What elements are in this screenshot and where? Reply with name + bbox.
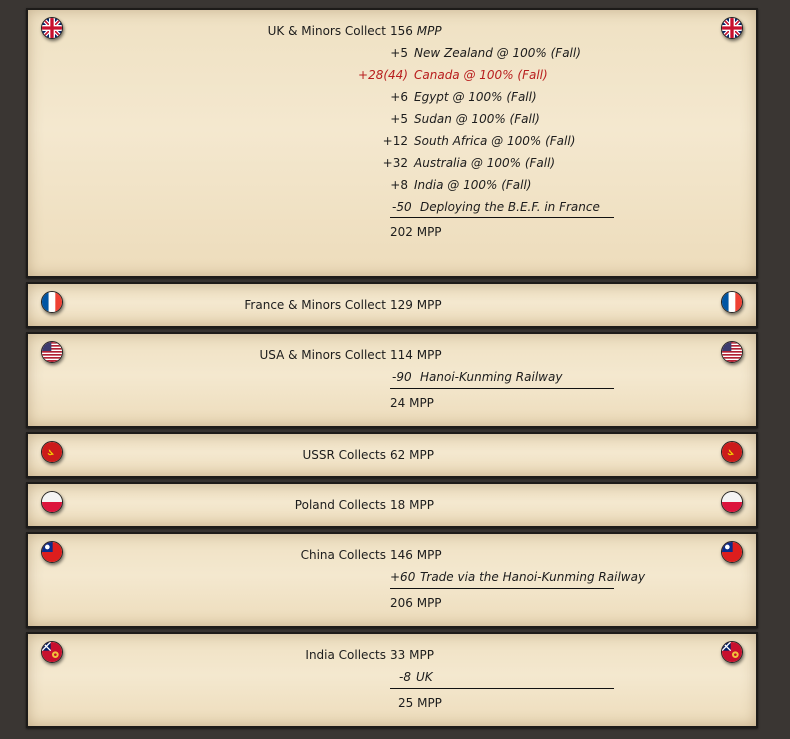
- income-amount: +5: [390, 112, 408, 126]
- income-amount: +5: [390, 46, 408, 60]
- expense-desc: Deploying the B.E.F. in France: [420, 200, 600, 214]
- income-amount: +60: [390, 570, 416, 584]
- ussr-flag-icon: [41, 441, 63, 463]
- sum-divider: [390, 388, 614, 389]
- total-value: 202 MPP: [390, 225, 442, 239]
- collect-value: 18 MPP: [390, 498, 434, 512]
- income-desc: Australia @ 100% (Fall): [414, 156, 556, 170]
- collect-label: China Collects: [300, 548, 386, 562]
- usa-flag-icon: [41, 341, 63, 363]
- poland-flag-icon: [721, 491, 743, 513]
- panel-poland: [26, 482, 758, 528]
- collect-value: 156 MPP: [390, 24, 442, 38]
- panel-india: [26, 632, 758, 728]
- france-flag-icon: [41, 291, 63, 313]
- expense-amount: -8: [399, 670, 411, 684]
- sum-divider: [390, 688, 614, 689]
- india-flag-icon: [41, 641, 63, 663]
- collect-label: France & Minors Collect: [244, 298, 386, 312]
- income-amount: +8: [390, 178, 408, 192]
- china-flag-icon: [41, 541, 63, 563]
- sum-divider: [390, 217, 614, 218]
- income-amount: +28(44): [358, 68, 408, 82]
- china-flag-icon: [721, 541, 743, 563]
- sum-divider: [390, 588, 614, 589]
- collect-label: Poland Collects: [294, 498, 386, 512]
- poland-flag-icon: [41, 491, 63, 513]
- collect-label: India Collects: [305, 648, 386, 662]
- expense-amount: -50: [392, 200, 412, 214]
- uk-flag-icon: [41, 17, 63, 39]
- uk-flag-icon: [721, 17, 743, 39]
- expense-amount: -90: [392, 370, 412, 384]
- income-desc: Trade via the Hanoi-Kunming Railway: [420, 570, 646, 584]
- income-desc: India @ 100% (Fall): [414, 178, 532, 192]
- collect-value: 114 MPP: [390, 348, 442, 362]
- india-flag-icon: [721, 641, 743, 663]
- panel-uk: [26, 8, 758, 278]
- collect-label: USA & Minors Collect: [259, 348, 386, 362]
- income-amount: +12: [382, 134, 408, 148]
- collect-value: 129 MPP: [390, 298, 442, 312]
- income-desc: Canada @ 100% (Fall): [414, 68, 548, 82]
- usa-flag-icon: [721, 341, 743, 363]
- panel-usa: [26, 332, 758, 428]
- expense-desc: Hanoi-Kunming Railway: [420, 370, 563, 384]
- expense-desc: UK: [416, 670, 433, 684]
- panel-china: [26, 532, 758, 628]
- income-desc: New Zealand @ 100% (Fall): [414, 46, 581, 60]
- collect-value: 146 MPP: [390, 548, 442, 562]
- collect-value: 62 MPP: [390, 448, 434, 462]
- income-amount: +6: [390, 90, 408, 104]
- income-amount: +32: [382, 156, 408, 170]
- total-value: 24 MPP: [390, 396, 434, 410]
- collect-label: USSR Collects: [302, 448, 386, 462]
- total-value: 206 MPP: [390, 596, 442, 610]
- income-desc: South Africa @ 100% (Fall): [414, 134, 576, 148]
- panel-ussr: [26, 432, 758, 478]
- panel-france: [26, 282, 758, 328]
- collect-label: UK & Minors Collect: [267, 24, 386, 38]
- france-flag-icon: [721, 291, 743, 313]
- income-desc: Sudan @ 100% (Fall): [414, 112, 540, 126]
- income-desc: Egypt @ 100% (Fall): [414, 90, 537, 104]
- collect-value: 33 MPP: [390, 648, 434, 662]
- ussr-flag-icon: [721, 441, 743, 463]
- total-value: 25 MPP: [398, 696, 442, 710]
